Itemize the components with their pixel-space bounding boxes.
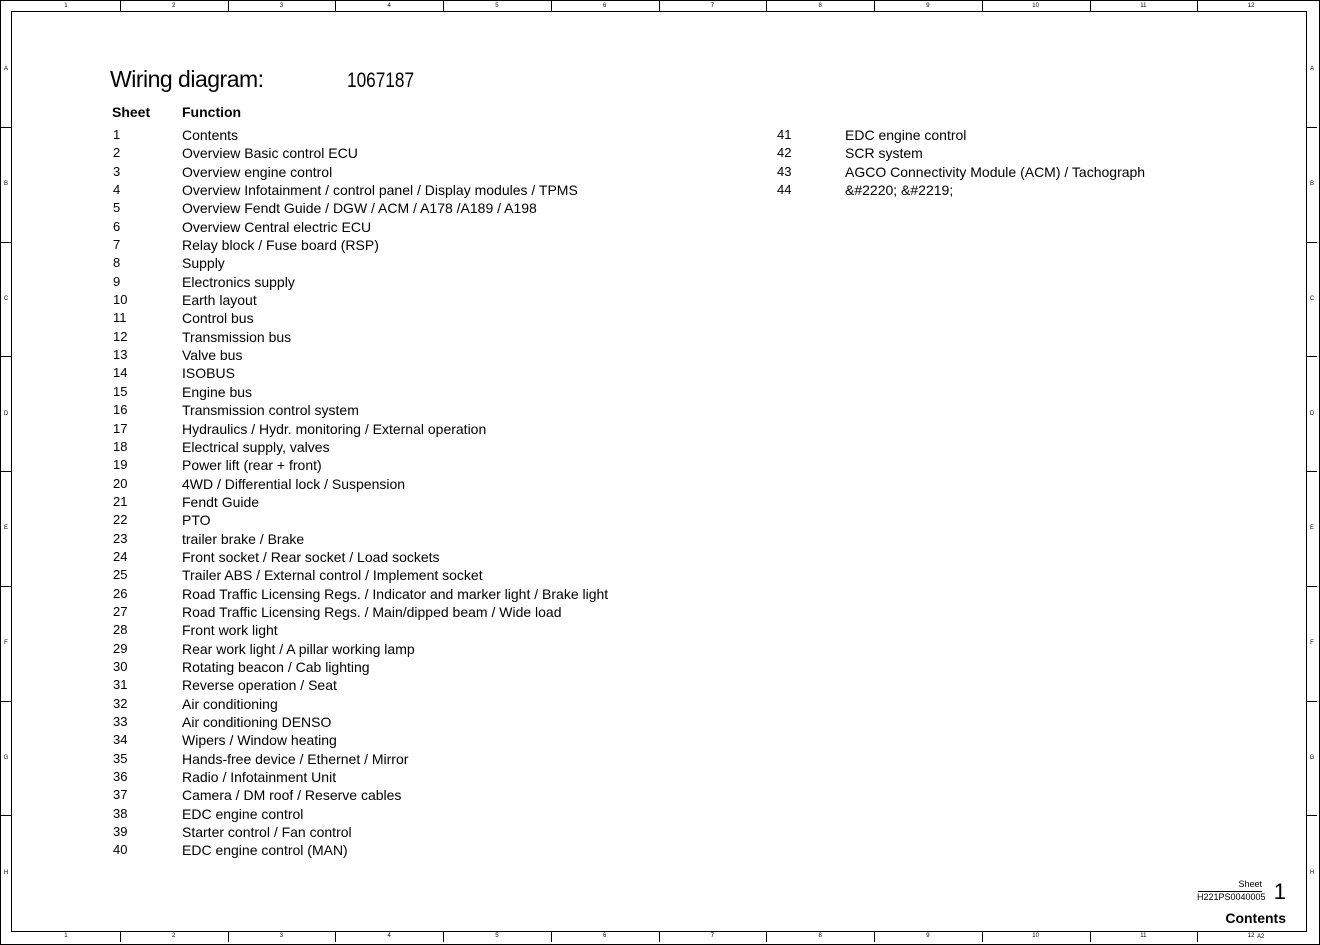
sheet-number: 41 [777,127,792,142]
sheet-number: 23 [113,530,128,546]
sheet-number: 32 [113,695,128,711]
sheet-function: EDC engine control (MAN) [182,842,348,859]
sheet-number: 22 [113,512,128,528]
row-grid-tick [1306,586,1317,587]
column-grid-label: 12 [1247,933,1255,939]
sheet-number: 28 [113,622,128,638]
row-grid-tick [1,815,12,816]
drawing-number: 1067187 [347,69,415,92]
column-grid-label: 5 [495,3,499,9]
column-grid-tick [228,1,229,12]
title-block [1196,876,1296,930]
sheet-number: 5 [113,200,121,216]
sheet-number: 9 [113,273,121,289]
sheet-function: Hands-free device / Ethernet / Mirror [182,750,409,767]
row-grid-label: F [1310,640,1314,647]
sheet-function: Valve bus [182,347,243,364]
column-grid-tick [874,931,875,942]
sheet-function: Power lift (rear + front) [182,457,322,474]
sheet-function: Air conditioning DENSO [182,714,332,730]
row-grid-label: G [1309,754,1315,761]
row-grid-label: F [4,640,8,647]
row-grid-tick [1,586,12,587]
title-block-sheet-title: Contents [1225,910,1286,926]
sheet-function: Earth layout [182,292,257,309]
column-grid-tick [766,931,767,942]
sheet-function: Reverse operation / Seat [182,677,337,694]
sheet-function: Starter control / Fan control [182,824,352,841]
sheet-function: Engine bus [182,383,253,400]
sheet-function: 4WD / Differential lock / Suspension [182,475,406,492]
row-grid-tick [1306,815,1317,816]
column-grid-label: 10 [1032,3,1039,9]
sheet-function: Hydraulics / Hydr. monitoring / External operation [182,420,487,437]
row-grid-tick [1,242,12,243]
sheet-function: Relay block / Fuse board (RSP) [182,237,379,254]
sheet-function: Fendt Guide [182,493,260,510]
column-grid-label: 6 [602,3,607,9]
column-grid-tick [659,931,660,942]
row-grid-tick [1,127,12,128]
sheet-function: EDC engine control [182,805,304,822]
sheet-function: EDC engine control [845,127,967,143]
sheet-function: SCR system [845,145,923,162]
row-grid-label: B [3,181,8,188]
column-grid-label: 8 [818,933,822,939]
sheet-number: 17 [113,420,128,436]
sheet-function: Front work light [182,622,278,639]
column-grid-label: 9 [926,3,930,9]
sheet-function: Overview Infotainment / control panel / Display modules / TPMS [182,182,578,199]
sheet-number: 27 [113,603,128,619]
column-grid-label: 7 [710,933,715,939]
sheet-function: Air conditioning [182,695,278,712]
row-grid-tick [1,471,12,472]
row-grid-tick [1,356,12,357]
row-grid-tick [1,701,12,702]
sheet-function: &#2220; &#2219; [845,182,954,199]
page-title: Wiring diagram: [110,66,264,92]
column-grid-label: 8 [818,3,822,9]
sheet-number: 42 [777,145,792,161]
sheet-function: Overview Central electric ECU [182,218,372,235]
sheet-column-header: Sheet [112,104,151,120]
column-grid-tick [982,931,983,942]
title-block-sheet-label: Sheet [1238,879,1262,889]
column-grid-label: 1 [64,933,68,939]
sheet-number: 8 [113,255,121,271]
column-grid-tick [551,931,552,942]
column-grid-tick [766,1,767,12]
row-grid-tick [1306,701,1317,702]
sheet-number: 15 [113,383,128,399]
sheet-function: Overview engine control [182,163,333,180]
sheet-number: 19 [113,457,128,473]
row-grid-label: B [1309,181,1314,188]
column-grid-label: 12 [1247,3,1255,9]
sheet-number: 3 [113,163,121,179]
sheet-number: 20 [113,475,128,491]
sheet-function: trailer brake / Brake [182,530,305,547]
sheet-number: 26 [113,585,128,601]
column-grid-label: 3 [279,3,284,9]
sheet-function: Rotating beacon / Cab lighting [182,658,370,675]
sheet-function: Road Traffic Licensing Regs. / Main/dipped beam / Wide load [182,603,562,620]
title-block-drawing-code: H221PS0040005 [1197,892,1266,902]
row-grid-label: D [1309,410,1315,417]
sheet-number: 38 [113,805,128,821]
sheet-number: 16 [113,402,128,418]
column-grid-tick [982,1,983,12]
sheet-number: 36 [113,769,128,785]
column-grid-tick [120,1,121,12]
sheet-number: 30 [113,658,128,674]
row-grid-label: A [3,66,8,73]
column-grid-tick [443,931,444,942]
column-grid-label: 4 [387,3,391,9]
column-grid-label: 3 [279,933,284,939]
row-grid-tick [1306,356,1317,357]
sheet-function: Trailer ABS / External control / Implement socket [182,567,483,584]
column-grid-tick [1197,1,1198,12]
row-grid-label: D [3,410,9,417]
sheet-number: 24 [113,548,128,564]
column-grid-label: 7 [710,3,715,9]
row-grid-label: H [3,869,9,876]
sheet-function: Radio / Infotainment Unit [182,769,337,786]
sheet-number: 2 [113,145,121,161]
row-grid-tick [1306,127,1317,128]
column-grid-label: 10 [1032,933,1039,939]
sheet-number: 31 [113,677,128,693]
sheet-function: Overview Basic control ECU [182,145,358,162]
row-grid-label: C [3,295,9,302]
sheet-function: Wipers / Window heating [182,732,337,749]
sheet-function: Overview Fendt Guide / DGW / ACM / A178 /A189 / A198 [182,200,537,217]
sheet-function: Control bus [182,310,254,327]
sheet-function: Camera / DM roof / Reserve cables [182,787,402,804]
sheet-number: 33 [113,714,128,729]
row-grid-label: E [3,525,8,532]
sheet-number: 44 [777,182,792,198]
sheet-function: Road Traffic Licensing Regs. / Indicator and marker light / Brake light [182,585,609,602]
sheet-number: 35 [113,750,128,766]
column-grid-label: 11 [1140,3,1147,9]
row-grid-tick [1306,471,1317,472]
column-grid-tick [1090,931,1091,942]
column-grid-tick [443,1,444,12]
row-grid-label: H [1309,869,1315,876]
sheet-function: Electronics supply [182,273,295,290]
sheet-function: Front socket / Rear socket / Load sockets [182,548,440,565]
column-grid-tick [874,1,875,12]
sheet-function: AGCO Connectivity Module (ACM) / Tachograph [845,163,1146,180]
function-column-header: Function [182,104,242,120]
paper-size-label: A2 [1257,934,1265,940]
column-grid-tick [120,931,121,942]
column-grid-label: 4 [387,933,391,939]
sheet-function: Electrical supply, valves [182,438,330,455]
sheet-number: 4 [113,182,121,198]
sheet-number: 25 [113,567,128,583]
row-grid-label: E [1309,525,1314,532]
column-grid-tick [1197,931,1198,942]
sheet-number: 43 [777,163,792,179]
column-grid-label: 9 [926,933,930,939]
column-grid-tick [335,931,336,942]
sheet-number: 7 [113,237,121,253]
row-grid-tick [1306,242,1317,243]
sheet-number: 37 [113,787,128,803]
row-grid-label: A [1309,66,1314,73]
row-grid-label: C [1309,295,1315,302]
sheet-number: 14 [113,365,128,381]
column-grid-tick [1090,1,1091,12]
sheet-number: 1 [113,127,121,142]
sheet-function: Supply [182,255,225,272]
sheet-number: 40 [113,842,128,858]
sheet-number: 13 [113,347,128,363]
sheet-number: 10 [113,292,128,308]
sheet-function: Transmission control system [182,402,359,419]
row-grid-label: G [3,754,9,761]
column-grid-tick [551,1,552,12]
sheet-number: 39 [113,824,128,840]
sheet-function: Contents [182,127,239,143]
sheet-function: Rear work light / A pillar working lamp [182,640,415,657]
column-grid-label: 11 [1140,933,1147,939]
sheet-function: Transmission bus [182,328,292,345]
sheet-number: 18 [113,438,128,454]
column-grid-label: 2 [171,3,176,9]
title-block-sheet-number: 1 [1273,879,1286,904]
column-grid-label: 1 [64,3,68,9]
sheet-number: 6 [113,218,121,234]
column-grid-tick [659,1,660,12]
column-grid-label: 6 [602,933,607,939]
sheet-number: 29 [113,640,128,656]
sheet-number: 12 [113,328,128,344]
column-grid-tick [228,931,229,942]
column-grid-label: 2 [171,933,176,939]
sheet-function: ISOBUS [182,365,235,382]
sheet-number: 21 [113,493,128,509]
sheet-number: 34 [113,732,128,748]
column-grid-label: 5 [495,933,499,939]
sheet-function: PTO [182,512,211,529]
column-grid-tick [335,1,336,12]
sheet-number: 11 [113,310,127,326]
